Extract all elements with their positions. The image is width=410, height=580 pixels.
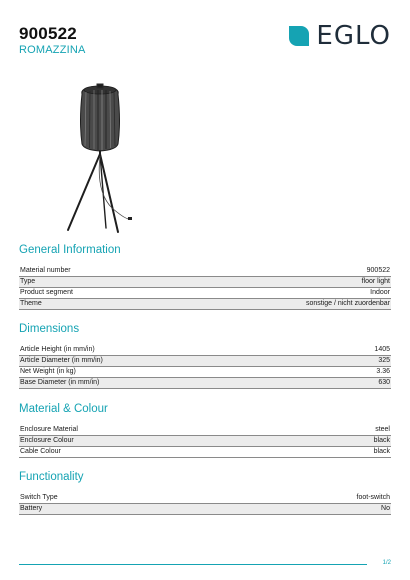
spec-value: black bbox=[373, 448, 390, 455]
eglo-logo-icon bbox=[288, 25, 310, 47]
spec-table bbox=[19, 345, 391, 389]
spec-label: Cable Colour bbox=[20, 448, 61, 455]
section-title: Dimensions bbox=[19, 323, 80, 335]
spec-row bbox=[19, 288, 391, 299]
spec-value: floor light bbox=[361, 278, 390, 285]
spec-label: Enclosure Colour bbox=[20, 437, 74, 444]
spec-row bbox=[19, 367, 391, 378]
spec-row bbox=[19, 425, 391, 436]
spec-value: sonstige / nicht zuordenbar bbox=[305, 300, 390, 307]
article-number: 900522 bbox=[19, 24, 77, 43]
section-material-colour bbox=[19, 403, 391, 458]
spec-label: Article Height (in mm/in) bbox=[20, 346, 95, 353]
spec-row bbox=[19, 277, 391, 288]
spec-label: Product segment bbox=[20, 289, 73, 296]
spec-row bbox=[19, 447, 391, 458]
spec-label: Enclosure Material bbox=[20, 426, 78, 433]
spec-value: No bbox=[381, 505, 390, 512]
spec-row bbox=[19, 504, 391, 515]
spec-value: 325 bbox=[378, 357, 390, 364]
spec-row bbox=[19, 299, 391, 310]
spec-row bbox=[19, 266, 391, 277]
spec-value: black bbox=[373, 437, 390, 444]
spec-label: Article Diameter (in mm/in) bbox=[20, 357, 103, 364]
product-name: ROMAZZINA bbox=[19, 44, 86, 56]
spec-label: Theme bbox=[20, 300, 42, 307]
brand-logo bbox=[288, 21, 391, 51]
spec-label: Net Weight (in kg) bbox=[20, 368, 76, 375]
spec-value: 630 bbox=[378, 379, 390, 386]
section-general-information bbox=[19, 244, 391, 310]
floor-lamp-image bbox=[60, 82, 140, 234]
spec-value: steel bbox=[375, 426, 390, 433]
spec-value: 3.36 bbox=[376, 368, 390, 375]
spec-table bbox=[19, 266, 391, 310]
footer-divider bbox=[19, 564, 367, 565]
spec-value: 900522 bbox=[366, 267, 390, 274]
header bbox=[19, 21, 391, 64]
spec-label: Switch Type bbox=[20, 494, 58, 501]
spec-value: Indoor bbox=[370, 289, 390, 296]
page-number: 1/2 bbox=[382, 560, 391, 566]
logo-text: EGLO bbox=[316, 21, 391, 51]
spec-value: foot-switch bbox=[356, 494, 390, 501]
section-title: Material & Colour bbox=[19, 403, 108, 415]
spec-row bbox=[19, 378, 391, 389]
spec-row bbox=[19, 356, 391, 367]
section-functionality bbox=[19, 471, 391, 515]
section-dimensions bbox=[19, 323, 391, 389]
lamp-tripod bbox=[68, 151, 118, 232]
spec-value: 1405 bbox=[374, 346, 390, 353]
footer bbox=[19, 561, 391, 569]
section-title: Functionality bbox=[19, 471, 84, 483]
spec-row bbox=[19, 345, 391, 356]
lamp-shade bbox=[81, 84, 120, 151]
spec-label: Material number bbox=[20, 267, 71, 274]
spec-label: Type bbox=[20, 278, 36, 285]
spec-label: Battery bbox=[20, 505, 43, 512]
spec-label: Base Diameter (in mm/in) bbox=[20, 379, 100, 386]
spec-table bbox=[19, 493, 391, 515]
spec-table bbox=[19, 425, 391, 458]
spec-row bbox=[19, 493, 391, 504]
section-title: General Information bbox=[19, 244, 121, 256]
spec-row bbox=[19, 436, 391, 447]
